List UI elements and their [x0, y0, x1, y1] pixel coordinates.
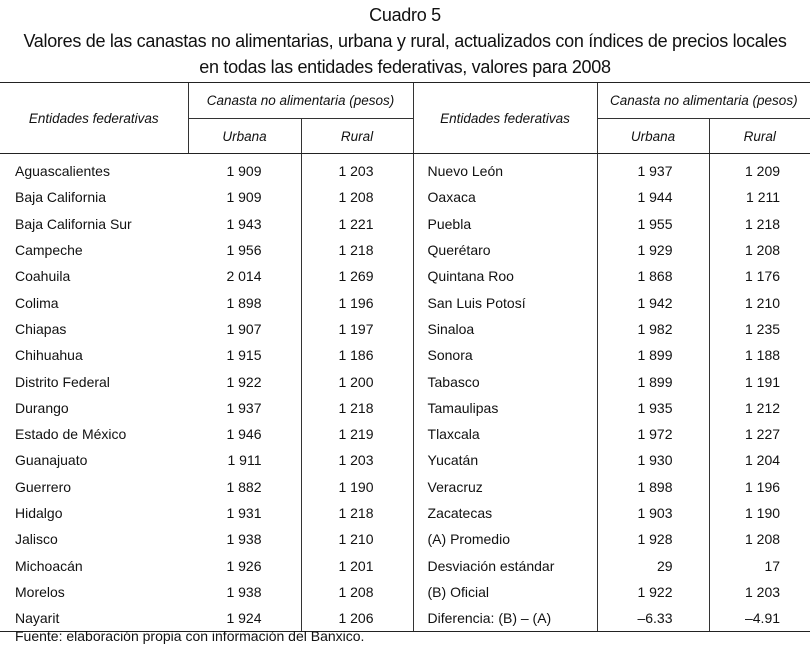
table-row [0, 552, 810, 578]
right-urbana-value: 1 928 [597, 526, 709, 552]
right-rural-value: 1 188 [709, 342, 810, 368]
left-rural-value: 1 190 [301, 474, 413, 500]
left-urbana-value: 1 956 [226, 242, 262, 259]
right-entity-name: (B) Oficial [413, 579, 597, 605]
header-group-left: Canasta no alimentaria (pesos) [188, 83, 413, 119]
header-urbana-right: Urbana [597, 119, 709, 154]
left-entity-name: Michoacán [15, 557, 83, 574]
header-group-right: Canasta no alimentaria (pesos) [597, 83, 810, 119]
left-urbana-value: 1 924 [188, 605, 301, 632]
right-rural-value: 1 235 [709, 316, 810, 342]
header-urbana-left: Urbana [188, 119, 301, 154]
left-rural-value: 1 197 [301, 316, 413, 342]
left-urbana-value: 2 014 [226, 268, 262, 285]
right-urbana-value: 1 899 [597, 342, 709, 368]
left-rural-value: 1 269 [301, 263, 413, 289]
left-urbana-value: 1 938 [226, 583, 262, 600]
right-entity-name: Oaxaca [413, 184, 597, 210]
left-urbana-value: 1 931 [226, 505, 262, 521]
right-urbana-value: 1 929 [597, 237, 709, 263]
header-rural-left: Rural [301, 119, 413, 154]
right-entity-name: Zacatecas [413, 500, 597, 526]
table-row [0, 263, 810, 289]
right-entity-name: Sonora [413, 342, 597, 368]
right-entity-name: Querétaro [413, 237, 597, 263]
left-urbana-value: 1 911 [227, 452, 262, 469]
left-rural-value: 1 218 [301, 500, 413, 526]
table-row [0, 184, 810, 210]
table-row [0, 368, 810, 394]
left-rural-value: 1 210 [301, 526, 413, 552]
right-rural-value: 1 208 [709, 526, 810, 552]
table-row [0, 579, 810, 605]
left-rural-value: 1 208 [301, 184, 413, 210]
right-rural-value: 1 218 [709, 211, 810, 237]
right-urbana-value: 1 898 [597, 474, 709, 500]
header-entity-left: Entidades federativas [0, 83, 188, 154]
right-rural-value: 1 203 [709, 579, 810, 605]
left-urbana-value: 1 946 [226, 426, 262, 443]
right-entity-name: Tlaxcala [413, 421, 597, 447]
right-entity-name: Veracruz [413, 474, 597, 500]
left-entity-name: Guanajuato [15, 452, 88, 469]
right-rural-value: 1 227 [709, 421, 810, 447]
right-entity-name: Diferencia: (B) – (A) [413, 605, 597, 632]
left-entity-name: Chihuahua [15, 347, 83, 364]
left-urbana-value: 1 915 [226, 347, 262, 364]
table-caption-line-2: en todas las entidades federativas, valores para 2008 [199, 57, 611, 77]
left-urbana-value: 1 926 [226, 557, 262, 574]
left-entity-name: Hidalgo [15, 505, 63, 521]
table-row [0, 154, 810, 185]
table-title-block [0, 0, 810, 80]
right-rural-value: 17 [709, 552, 810, 578]
right-urbana-value: 1 942 [597, 289, 709, 315]
left-urbana-value: 1 898 [226, 294, 262, 311]
right-entity-name: Tamaulipas [413, 395, 597, 421]
right-entity-name: San Luis Potosí [413, 289, 597, 315]
left-entity-name: Nayarit [0, 605, 188, 632]
right-entity-name: Desviación estándar [413, 552, 597, 578]
source-note: Fuente: elaboración propia con información del Banxico. [15, 628, 365, 644]
left-rural-value: 1 218 [301, 237, 413, 263]
right-urbana-value: 1 937 [597, 154, 709, 185]
right-urbana-value: 1 903 [597, 500, 709, 526]
left-urbana-value: 1 922 [226, 373, 262, 390]
left-rural-value: 1 200 [301, 368, 413, 394]
left-entity-name: Distrito Federal [15, 373, 110, 390]
right-urbana-value: 29 [597, 552, 709, 578]
right-rural-value: 1 212 [709, 395, 810, 421]
right-rural-value: 1 211 [709, 184, 810, 210]
left-entity-name: Baja California Sur [15, 215, 132, 232]
right-urbana-value: 1 868 [597, 263, 709, 289]
right-rural-value: 1 191 [709, 368, 810, 394]
left-entity-name: Durango [15, 399, 69, 416]
table-row [0, 237, 810, 263]
right-urbana-value: 1 930 [597, 447, 709, 473]
left-urbana-value: 1 943 [226, 215, 262, 232]
right-urbana-value: –6.33 [597, 605, 709, 632]
right-urbana-value: 1 955 [597, 211, 709, 237]
left-entity-name: Baja California [15, 189, 107, 206]
left-entity-name: Chiapas [15, 320, 67, 337]
left-rural-value: 1 221 [301, 211, 413, 237]
right-entity-name: (A) Promedio [413, 526, 597, 552]
right-rural-value: 1 210 [709, 289, 810, 315]
header-rural-right: Rural [709, 119, 810, 154]
left-entity-name: Jalisco [15, 531, 58, 548]
table-row [0, 474, 810, 500]
right-rural-value: 1 204 [709, 447, 810, 473]
right-rural-value: 1 208 [709, 237, 810, 263]
left-rural-value: 1 206 [301, 605, 413, 632]
left-entity-name: Estado de México [15, 426, 127, 443]
right-rural-value: 1 209 [709, 154, 810, 185]
table-caption-line-1: Valores de las canastas no alimentarias, urbana y rural, actualizados con índices de precios locales [23, 31, 787, 51]
right-rural-value: –4.91 [709, 605, 810, 632]
left-rural-value: 1 196 [301, 289, 413, 315]
table-body [0, 154, 810, 632]
right-entity-name: Puebla [413, 211, 597, 237]
table-row [0, 342, 810, 368]
table-row [0, 316, 810, 342]
right-entity-name: Quintana Roo [413, 263, 597, 289]
right-rural-value: 1 190 [709, 500, 810, 526]
left-entity-name: Colima [15, 294, 59, 311]
left-urbana-value: 1 907 [226, 320, 262, 337]
left-entity-name: Aguascalientes [15, 163, 110, 180]
left-rural-value: 1 219 [301, 421, 413, 447]
table-number: Cuadro 5 [369, 5, 441, 25]
left-rural-value: 1 201 [301, 552, 413, 578]
right-entity-name: Sinaloa [413, 316, 597, 342]
table-row [0, 421, 810, 447]
left-rural-value: 1 208 [301, 579, 413, 605]
right-rural-value: 1 176 [709, 263, 810, 289]
left-entity-name: Campeche [15, 242, 83, 259]
table-row [0, 526, 810, 552]
header-entity-right: Entidades federativas [413, 83, 597, 154]
left-rural-value: 1 218 [301, 395, 413, 421]
left-urbana-value: 1 882 [226, 478, 262, 495]
left-urbana-value: 1 938 [226, 531, 262, 548]
left-rural-value: 1 203 [301, 447, 413, 473]
table-row [0, 211, 810, 237]
right-urbana-value: 1 935 [597, 395, 709, 421]
left-entity-name: Guerrero [15, 478, 72, 495]
table-row [0, 289, 810, 315]
table-row [0, 500, 810, 526]
left-entity-name: Morelos [15, 583, 65, 600]
left-entity-name: Coahuila [15, 268, 71, 285]
right-entity-name: Tabasco [413, 368, 597, 394]
right-urbana-value: 1 922 [597, 579, 709, 605]
left-rural-value: 1 186 [301, 342, 413, 368]
data-table [0, 82, 810, 632]
left-urbana-value: 1 909 [226, 189, 262, 206]
right-rural-value: 1 196 [709, 474, 810, 500]
right-urbana-value: 1 944 [597, 184, 709, 210]
right-urbana-value: 1 972 [597, 421, 709, 447]
table-row [0, 395, 810, 421]
left-urbana-value: 1 909 [226, 163, 262, 180]
right-entity-name: Nuevo León [413, 154, 597, 185]
left-rural-value: 1 203 [301, 154, 413, 185]
right-urbana-value: 1 899 [597, 368, 709, 394]
right-urbana-value: 1 982 [597, 316, 709, 342]
right-entity-name: Yucatán [413, 447, 597, 473]
table-row [0, 447, 810, 473]
left-urbana-value: 1 937 [226, 399, 262, 416]
